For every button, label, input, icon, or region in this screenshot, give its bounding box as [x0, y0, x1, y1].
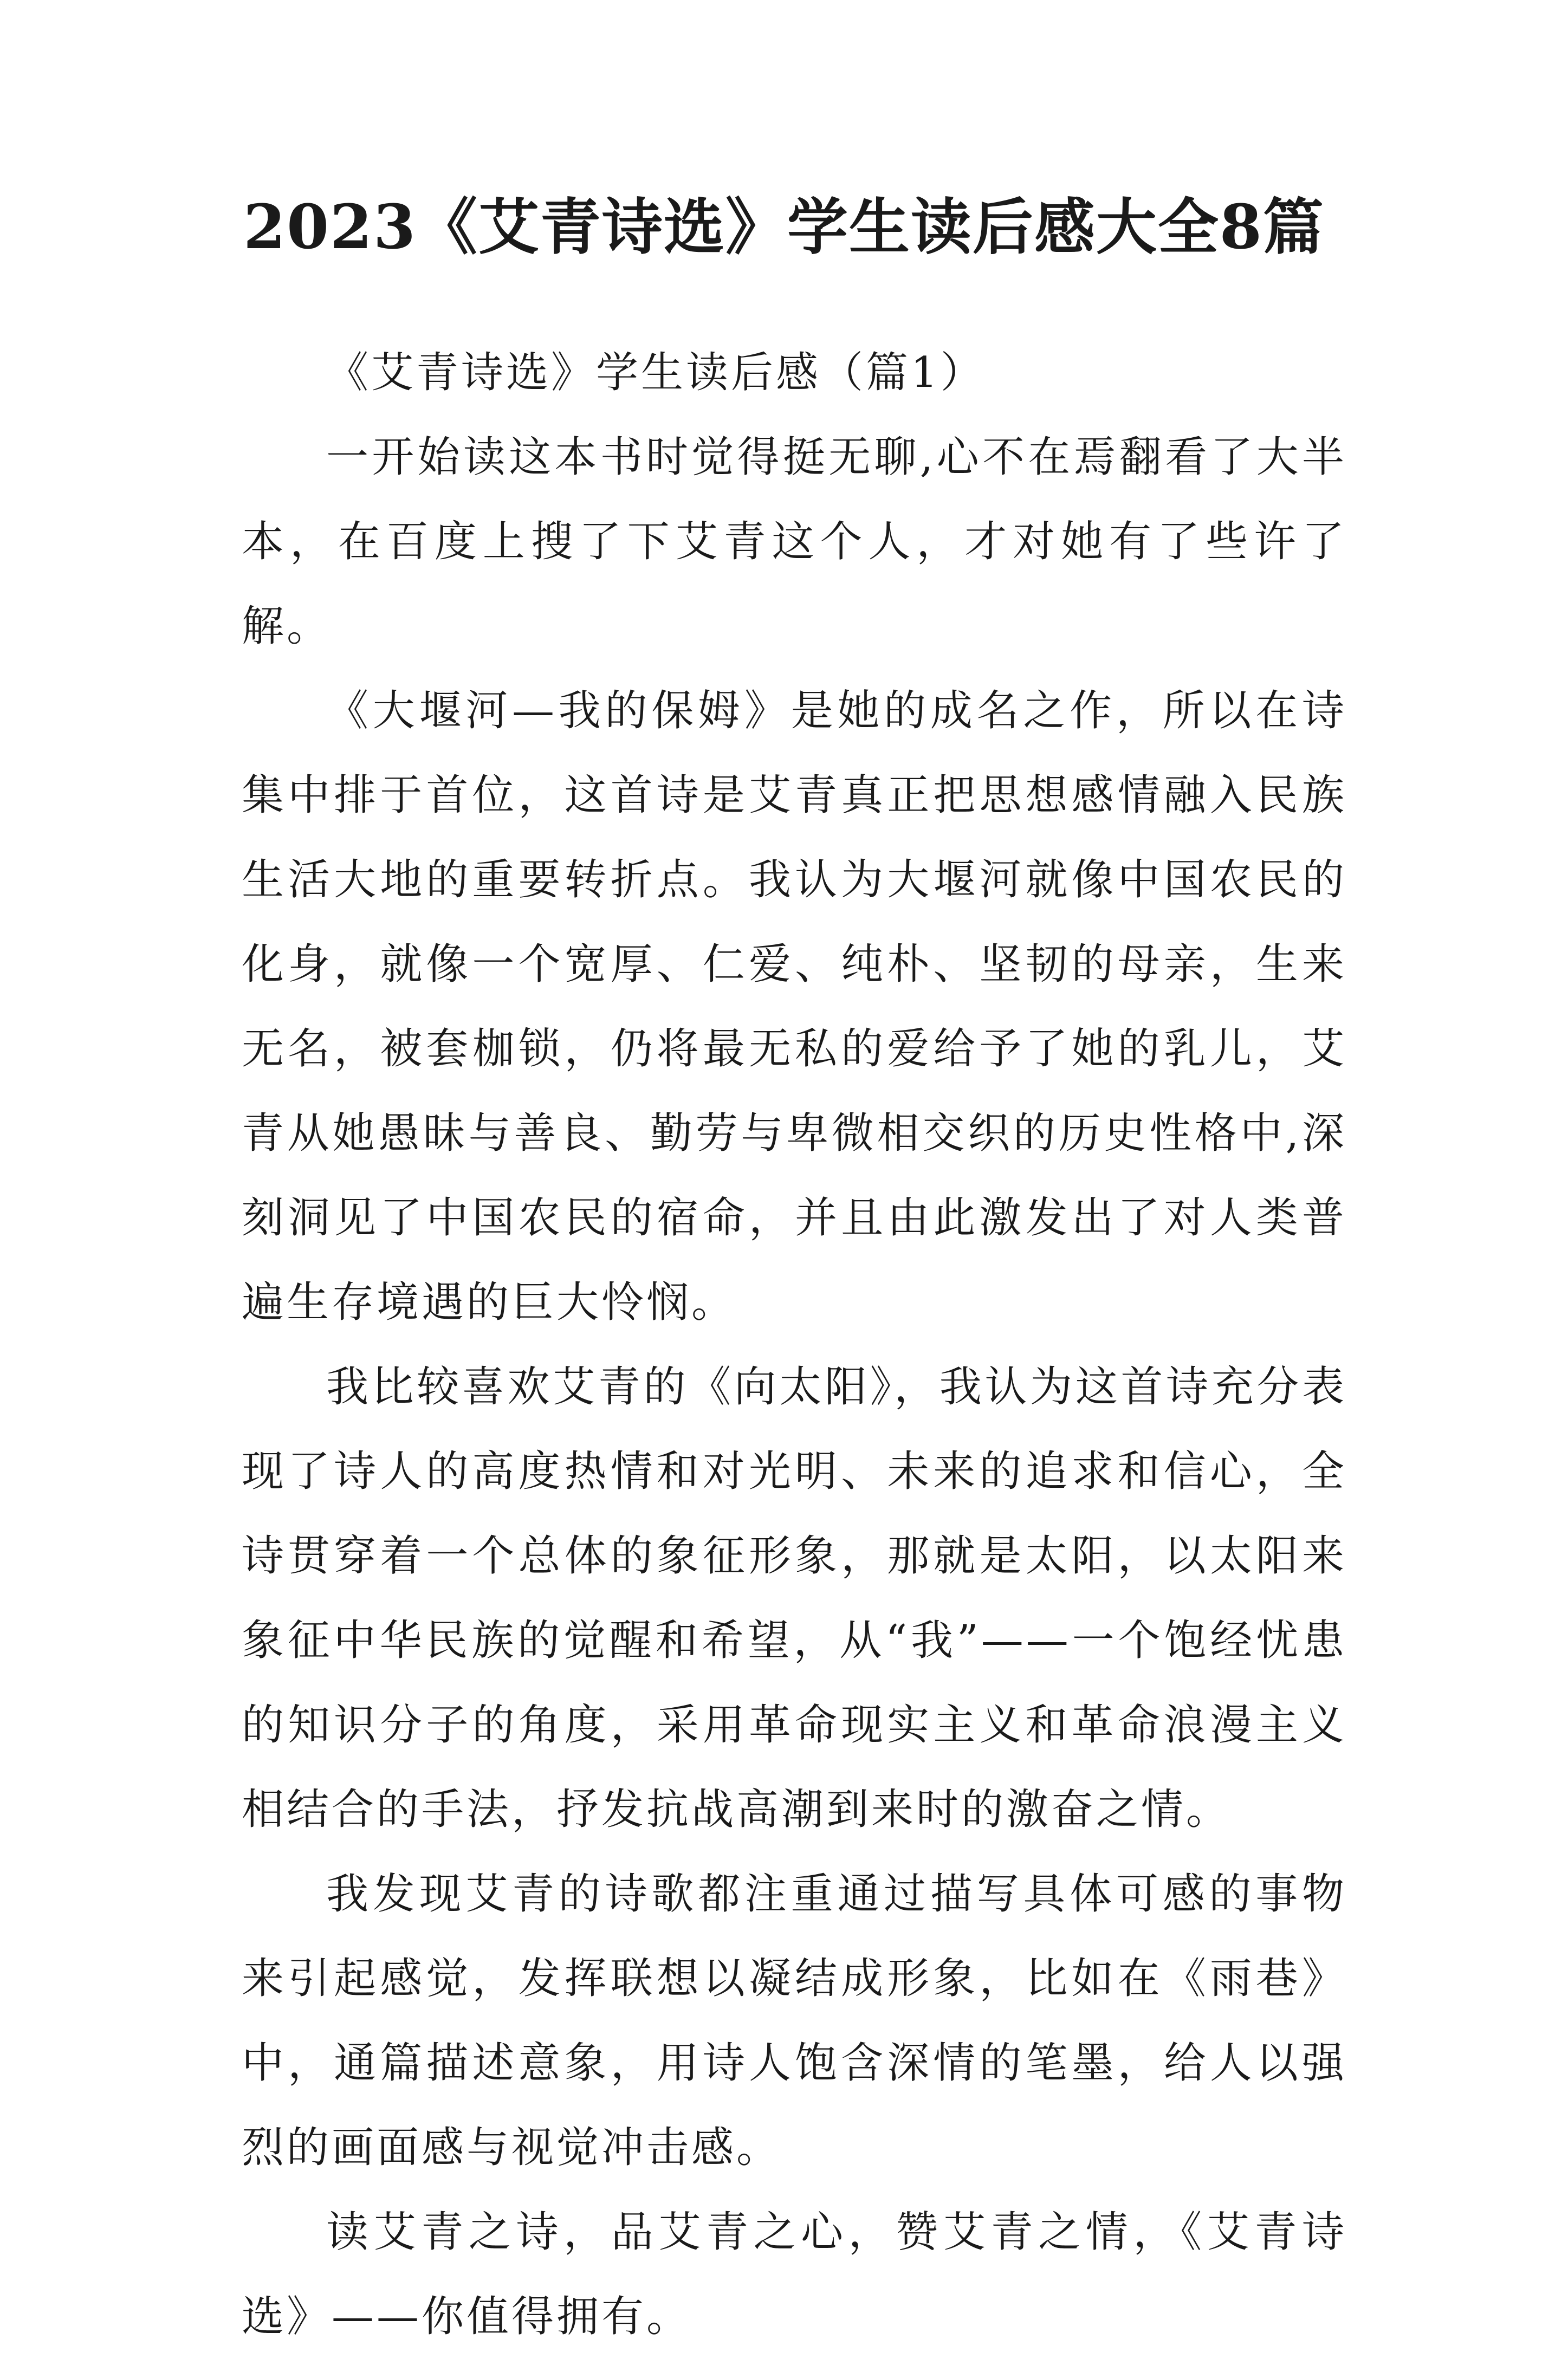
paragraph-2: 《大堰河—我的保姆》是她的成名之作，所以在诗集中排于首位，这首诗是艾青真正把思想感情融入民族生活大地的重要转折点。我认为大堰河就像中国农民的化身，就像一个宽厚、仁爱、纯朴、坚韧的母亲，生来无名，被套枷锁，仍将最无私的爱给予了她的乳儿，艾青从她愚昧与善良、勤劳与卑微相交织的历史性格中,深刻洞见了中国农民的宿命，并且由此激发出了对人类普遍生存境遇的巨大怜悯。 — [242, 686, 1347, 1327]
document-title: 2023《艾青诗选》学生读后感大全8篇 — [243, 192, 1325, 263]
paragraph-3: 我比较喜欢艾青的《向太阳》，我认为这首诗充分表现了诗人的高度热情和对光明、未来的追求和信心，全诗贯穿着一个总体的象征形象，那就是太阳，以太阳来象征中华民族的觉醒和希望，从“我”——一个饱经忧患的知识分子的角度，采用革命现实主义和革命浪漫主义相结合的手法，抒发抗战高潮到来时的激奋之情。 — [242, 1363, 1347, 1834]
paragraph-1: 一开始读这本书时觉得挺无聊,心不在焉翻看了大半本，在百度上搜了下艾青这个人，才对她有了些许了解。 — [242, 433, 1347, 651]
section-heading: 《艾青诗选》学生读后感（篇1） — [326, 348, 986, 397]
document-body — [242, 330, 1347, 2359]
paragraph-4: 我发现艾青的诗歌都注重通过描写具体可感的事物来引起感觉，发挥联想以凝结成形象，比如在《雨巷》中，通篇描述意象，用诗人饱含深情的笔墨，给人以强烈的画面感与视觉冲击感。 — [242, 1870, 1347, 2172]
paragraph-5: 读艾青之诗，品艾青之心，赞艾青之情，《艾青诗选》——你值得拥有。 — [242, 2208, 1347, 2341]
